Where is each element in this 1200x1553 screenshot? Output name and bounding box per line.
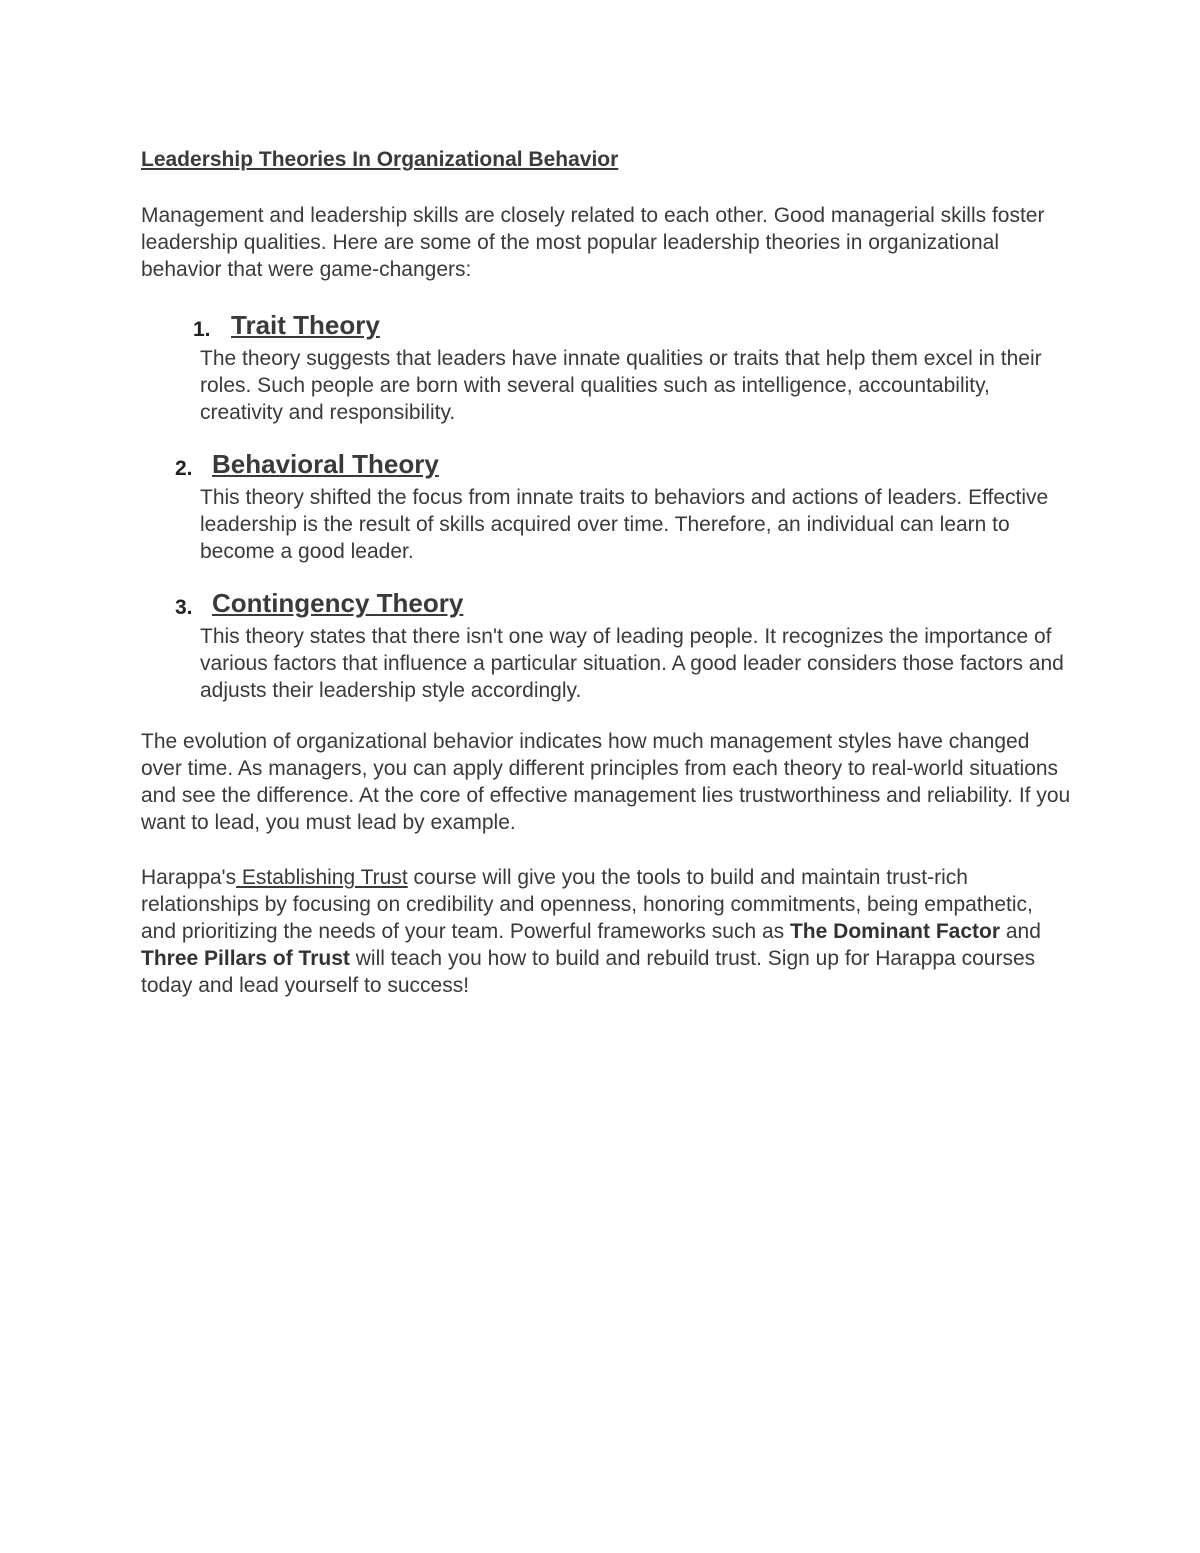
- promo-text: and: [1000, 920, 1041, 943]
- theory-item-behavioral: [141, 450, 1071, 565]
- theory-heading: [193, 310, 1071, 345]
- establishing-trust-link[interactable]: Establishing Trust: [236, 866, 408, 889]
- theory-number: 2.: [175, 457, 193, 480]
- closing-paragraph: The evolution of organizational behavior indicates how much management styles have changed over time. As managers, you can apply different principles from each theory to real-world situations and see the difference. At the core of effective management lies trustworthiness and reliability. If you want to lead, you must lead by example.: [141, 730, 1071, 834]
- theory-description: This theory states that there isn't one way of leading people. It recognizes the importance of various factors that influence a particular situation. A good leader considers those factors and adjusts their leadership style accordingly.: [200, 625, 1064, 702]
- theory-item-contingency: [141, 589, 1071, 704]
- framework-three-pillars: Three Pillars of Trust: [141, 947, 350, 970]
- theory-item-trait: [141, 311, 1071, 426]
- framework-dominant-factor: The Dominant Factor: [789, 920, 1000, 943]
- theory-heading: [175, 449, 1071, 484]
- theory-title: Trait Theory: [231, 310, 380, 340]
- theory-title: Contingency Theory: [212, 588, 464, 618]
- theory-title: Behavioral Theory: [212, 449, 439, 479]
- promo-text: will teach you how to build and rebuild trust. Sign up for Harappa courses today and lead yourself to success!: [141, 947, 1036, 997]
- promo-text: Harappa's: [141, 866, 237, 889]
- theory-number: 3.: [175, 596, 193, 619]
- theory-heading: [175, 588, 1071, 623]
- theory-description: The theory suggests that leaders have innate qualities or traits that help them excel in their roles. Such people are born with several qualities such as intelligence, accountability, creativity and responsibility.: [200, 347, 1042, 424]
- intro-paragraph: Management and leadership skills are closely related to each other. Good managerial skills foster leadership qualities. Here are some of the most popular leadership theories in organizational behavior that were game-changers:: [141, 204, 1045, 281]
- theory-number: 1.: [193, 318, 211, 341]
- document-content: [141, 146, 1071, 999]
- theory-description: This theory shifted the focus from innate traits to behaviors and actions of leaders. Effective leadership is the result of skills acquired over time. Therefore, an individual can learn to become a good leader.: [200, 486, 1049, 563]
- course-promo-paragraph: [141, 864, 1071, 999]
- theory-list: [141, 311, 1071, 704]
- document-title: Leadership Theories In Organizational Behavior: [141, 148, 619, 171]
- promo-text: course will give you the tools to build and maintain trust-rich relationships by focusing on credibility and openness, honoring commitments, being empathetic, and prioritizing the needs of your team. Powerful frameworks such as: [141, 866, 1033, 943]
